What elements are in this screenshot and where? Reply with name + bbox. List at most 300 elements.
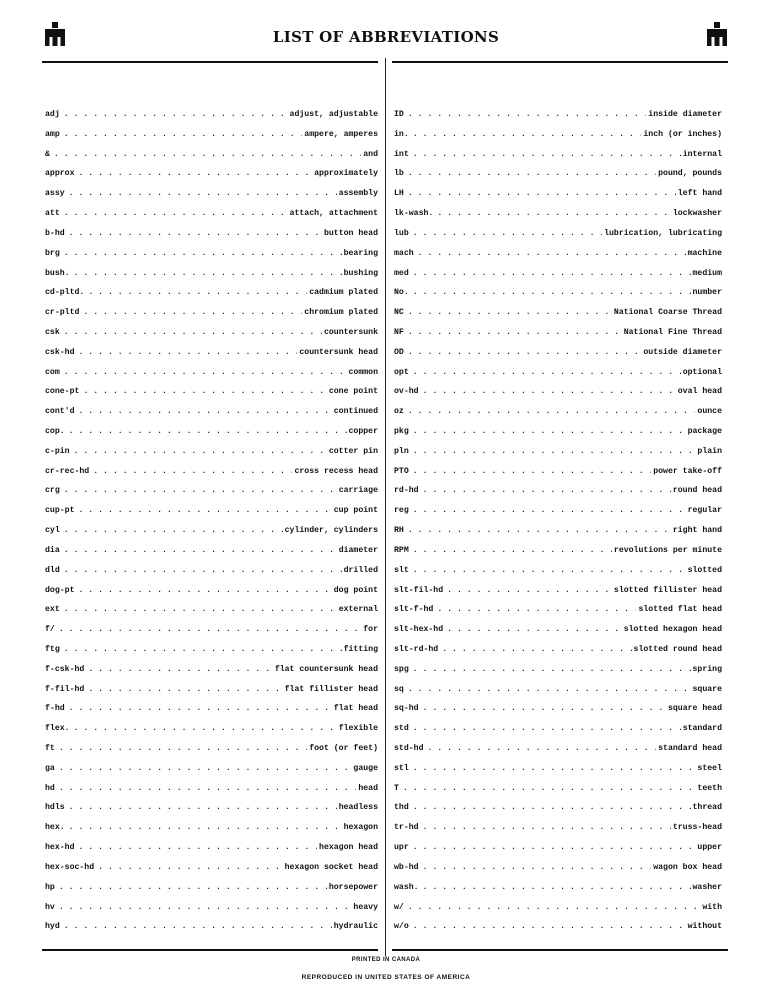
abbreviation-term: in. <box>394 129 409 139</box>
dot-leader <box>78 407 331 416</box>
dot-leader <box>64 526 283 535</box>
abbreviation-term: f-hd <box>45 704 65 714</box>
dot-leader <box>423 823 671 832</box>
abbreviation-meaning: plain <box>697 446 722 456</box>
abbreviation-meaning: teeth <box>697 783 722 793</box>
dot-leader <box>413 922 686 931</box>
abbreviation-term: csk-hd <box>45 347 75 357</box>
dot-leader <box>64 566 342 575</box>
dot-leader <box>437 209 671 218</box>
bottom-rule-right <box>392 949 728 951</box>
abbreviation-meaning: flat countersunk head <box>274 664 378 674</box>
abbreviation-meaning: left hand <box>677 189 722 199</box>
abbreviation-meaning: assembly <box>338 189 378 199</box>
dot-leader <box>88 288 307 297</box>
abbreviation-entry <box>394 229 722 249</box>
abbreviation-meaning: cone point <box>328 387 378 397</box>
printed-in-note: PRINTED IN CANADA <box>351 957 421 963</box>
abbreviation-term: wash. <box>394 882 419 892</box>
abbreviation-meaning: countersunk <box>323 327 378 337</box>
abbreviation-meaning: hydraulic <box>333 922 378 932</box>
abbreviation-entry <box>394 744 722 764</box>
abbreviation-term: lk-wash. <box>394 209 434 219</box>
bottom-rule-left <box>42 949 378 951</box>
abbreviation-entry <box>394 883 722 903</box>
abbreviation-term: reg <box>394 506 409 516</box>
dot-leader <box>413 269 691 278</box>
abbreviation-entry <box>45 288 378 308</box>
abbreviation-meaning: copper <box>348 427 378 436</box>
top-rule-left <box>42 61 378 63</box>
abbreviation-meaning: power take-off <box>653 466 722 476</box>
abbreviation-term: rd-hd <box>394 486 419 496</box>
abbreviation-entry <box>394 685 722 705</box>
abbreviation-entry <box>394 189 722 209</box>
dot-leader <box>93 467 292 476</box>
page-title: LIST OF ABBREVIATIONS <box>272 28 500 46</box>
abbreviation-entry <box>394 407 722 427</box>
dot-leader <box>64 922 332 931</box>
abbreviation-entry <box>45 427 378 447</box>
abbreviation-entry <box>394 328 722 348</box>
dot-leader <box>69 704 332 713</box>
abbreviation-meaning: dog point <box>333 585 378 595</box>
abbreviation-term: slt-fil-hd <box>394 585 444 595</box>
abbreviation-term: OD <box>394 347 404 357</box>
abbreviation-term: hex-soc-hd <box>45 862 95 872</box>
abbreviation-term: pkg <box>394 427 409 436</box>
abbreviation-term: med <box>394 268 409 278</box>
dot-leader <box>69 823 342 832</box>
abbreviation-term: spg <box>394 664 409 674</box>
abbreviation-entry <box>394 269 722 289</box>
dot-leader <box>413 288 691 297</box>
abbreviation-meaning: diameter <box>338 545 378 555</box>
abbreviation-meaning: lockwasher <box>672 209 722 219</box>
abbreviation-meaning: square <box>692 684 722 694</box>
abbreviation-entry <box>45 724 378 744</box>
abbreviation-entry <box>45 685 378 705</box>
dot-leader <box>59 883 327 892</box>
abbreviation-term: assy <box>45 189 65 199</box>
abbreviation-entry <box>45 348 378 368</box>
abbreviation-meaning: ampere, amperes <box>304 129 378 139</box>
abbreviation-term: cr-rec-hd <box>45 466 90 476</box>
dot-leader <box>74 269 342 278</box>
abbreviation-meaning: National Fine Thread <box>623 327 722 337</box>
abbreviation-entry <box>394 447 722 467</box>
abbreviation-meaning: right hand <box>672 526 722 536</box>
abbreviation-meaning: cotter pin <box>328 446 378 456</box>
dot-leader <box>69 229 322 238</box>
abbreviation-term: cr-pltd <box>45 308 80 318</box>
abbreviation-meaning: oval head <box>677 387 722 397</box>
abbreviation-term: oz <box>394 407 404 417</box>
abbreviation-meaning: horsepower <box>328 882 378 892</box>
abbreviation-meaning: upper <box>697 843 722 853</box>
abbreviation-meaning: for <box>363 625 378 635</box>
abbreviation-entry <box>394 308 722 328</box>
abbreviation-entry <box>394 348 722 368</box>
dot-leader <box>418 249 686 258</box>
abbreviation-meaning: head <box>358 783 378 793</box>
column-divider <box>385 58 386 956</box>
abbreviation-meaning: countersunk head <box>299 347 378 357</box>
abbreviation-term: slt-f-hd <box>394 605 434 615</box>
abbreviation-entry <box>45 209 378 229</box>
abbreviation-term: stl <box>394 763 409 773</box>
abbreviation-entry <box>394 605 722 625</box>
abbreviation-entry <box>394 665 722 685</box>
abbreviation-meaning: revolutions per minute <box>613 545 722 555</box>
dot-leader <box>408 526 671 535</box>
abbreviation-term: bush. <box>45 268 70 278</box>
abbreviation-entry <box>45 229 378 249</box>
dot-leader <box>408 407 696 416</box>
dot-leader <box>64 546 337 555</box>
abbreviation-meaning: hexagon head <box>319 843 378 853</box>
dot-leader <box>408 685 691 694</box>
abbreviation-meaning: flat head <box>333 704 378 714</box>
dot-leader <box>413 130 642 139</box>
abbreviation-entry <box>45 486 378 506</box>
abbreviation-entry <box>45 566 378 586</box>
abbreviation-entry <box>45 843 378 863</box>
abbreviation-term: T <box>394 783 399 793</box>
abbreviation-entry <box>45 823 378 843</box>
abbreviation-entry <box>394 863 722 883</box>
abbreviation-meaning: carriage <box>338 486 378 496</box>
dot-leader <box>64 368 347 377</box>
abbreviation-term: cone-pt <box>45 387 80 397</box>
abbreviation-entry <box>45 665 378 685</box>
dot-leader <box>408 328 622 337</box>
abbreviation-meaning: slotted hexagon head <box>623 625 722 635</box>
abbreviation-meaning: adjust, adjustable <box>289 110 378 119</box>
abbreviation-meaning: hexagon <box>343 823 378 833</box>
abbreviation-term: ft <box>45 744 55 753</box>
dot-leader <box>408 110 646 119</box>
abbreviation-meaning: fitting <box>343 644 378 654</box>
abbreviation-meaning: thread <box>692 803 722 813</box>
abbreviation-term: RH <box>394 526 404 536</box>
abbreviation-term: dog-pt <box>45 585 75 595</box>
abbreviation-term: int <box>394 149 409 159</box>
abbreviation-entry <box>45 803 378 823</box>
dot-leader <box>78 169 312 178</box>
abbreviation-meaning: drilled <box>343 565 378 575</box>
dot-leader <box>69 189 337 198</box>
dot-leader <box>447 625 622 634</box>
abbreviation-meaning: steel <box>697 763 722 773</box>
abbreviation-meaning: National Coarse Thread <box>613 308 722 318</box>
abbreviation-entry <box>394 586 722 606</box>
abbreviation-term: lb <box>394 169 404 179</box>
abbreviation-meaning: number <box>692 288 722 298</box>
abbreviation-meaning: heavy <box>353 902 378 912</box>
abbreviation-entry <box>45 189 378 209</box>
abbreviation-term: NC <box>394 308 404 318</box>
abbreviation-entry <box>45 922 378 942</box>
abbreviation-meaning: inside diameter <box>648 110 722 119</box>
ih-logo-icon <box>707 22 727 46</box>
abbreviation-term: dia <box>45 545 60 555</box>
abbreviation-meaning: foot (or feet) <box>309 744 378 753</box>
dot-leader <box>408 308 612 317</box>
dot-leader <box>408 903 701 912</box>
abbreviation-meaning: continued <box>333 407 378 417</box>
dot-leader <box>64 605 337 614</box>
dot-leader <box>64 209 288 218</box>
abbreviation-meaning: regular <box>687 506 722 516</box>
dot-leader <box>413 427 686 436</box>
abbreviation-meaning: internal <box>682 149 722 159</box>
abbreviation-meaning: headless <box>338 803 378 813</box>
abbreviation-term: PTO <box>394 466 409 476</box>
abbreviation-entry <box>394 427 722 447</box>
abbreviation-entry <box>394 546 722 566</box>
abbreviation-term: w/ <box>394 902 404 912</box>
abbreviation-term: wb-hd <box>394 862 419 872</box>
abbreviation-term: w/o <box>394 922 409 932</box>
abbreviation-entry <box>45 605 378 625</box>
abbreviation-term: cyl <box>45 526 60 536</box>
abbreviation-entry <box>394 288 722 308</box>
abbreviation-meaning: flexible <box>338 724 378 734</box>
abbreviation-meaning: outside diameter <box>643 347 722 357</box>
abbreviation-meaning: slotted round head <box>633 644 722 654</box>
abbreviation-entry <box>45 586 378 606</box>
abbreviation-entry <box>45 625 378 645</box>
abbreviation-entry <box>45 744 378 764</box>
abbreviation-meaning: round head <box>672 486 722 496</box>
abbreviation-term: ga <box>45 763 55 773</box>
abbreviation-term: crg <box>45 486 60 496</box>
abbreviation-term: f-fil-hd <box>45 684 85 694</box>
abbreviation-entry <box>45 467 378 487</box>
abbreviation-meaning: bearing <box>343 248 378 258</box>
abbreviation-term: hex-hd <box>45 843 75 853</box>
abbreviation-term: RPM <box>394 545 409 555</box>
abbreviation-meaning: chromium plated <box>304 308 378 318</box>
dot-leader <box>64 249 342 258</box>
dot-leader <box>423 387 676 396</box>
abbreviation-term: f/ <box>45 625 55 635</box>
dot-leader <box>59 784 357 793</box>
abbreviation-term: opt <box>394 367 409 377</box>
abbreviation-entry <box>394 803 722 823</box>
abbreviation-meaning: cadmium plated <box>309 288 378 298</box>
abbreviation-entry <box>45 506 378 526</box>
dot-leader <box>88 685 282 694</box>
abbreviation-entry <box>394 169 722 189</box>
dot-leader <box>413 724 681 733</box>
abbreviation-entry <box>45 110 378 130</box>
dot-leader <box>83 387 326 396</box>
abbreviation-entry <box>394 467 722 487</box>
dot-leader <box>64 328 322 337</box>
abbreviation-term: cd-pltd. <box>45 288 85 298</box>
abbreviation-term: std-hd <box>394 744 424 753</box>
abbreviation-term: cop. <box>45 427 65 436</box>
abbreviation-entry <box>394 110 722 130</box>
dot-leader <box>59 764 352 773</box>
dot-leader <box>78 348 297 357</box>
dot-leader <box>413 447 696 456</box>
abbreviation-entry <box>394 922 722 942</box>
dot-leader <box>427 744 656 753</box>
dot-leader <box>64 130 303 139</box>
abbreviation-entry <box>45 764 378 784</box>
abbreviations-right-column <box>394 110 722 942</box>
abbreviation-entry <box>45 269 378 289</box>
abbreviation-entry <box>45 903 378 923</box>
dot-leader <box>408 189 676 198</box>
dot-leader <box>413 803 691 812</box>
abbreviation-meaning: slotted <box>687 565 722 575</box>
abbreviation-term: thd <box>394 803 409 813</box>
abbreviation-term: csk <box>45 327 60 337</box>
abbreviation-entry <box>394 130 722 150</box>
abbreviation-term: b-hd <box>45 228 65 238</box>
abbreviation-entry <box>45 328 378 348</box>
dot-leader <box>83 308 302 317</box>
abbreviation-term: hex. <box>45 823 65 833</box>
abbreviation-entry <box>394 823 722 843</box>
abbreviation-meaning: bushing <box>343 268 378 278</box>
abbreviation-entry <box>45 883 378 903</box>
dot-leader <box>413 467 651 476</box>
dot-leader <box>413 150 681 159</box>
abbreviation-term: att <box>45 209 60 219</box>
abbreviation-entry <box>394 506 722 526</box>
dot-leader <box>413 229 602 238</box>
dot-leader <box>413 546 612 555</box>
abbreviation-term: cup-pt <box>45 506 75 516</box>
abbreviation-entry <box>394 724 722 744</box>
abbreviation-meaning: cross recess head <box>294 466 378 476</box>
abbreviation-entry <box>45 308 378 328</box>
abbreviation-meaning: gauge <box>353 763 378 773</box>
abbreviation-meaning: common <box>348 367 378 377</box>
dot-leader <box>423 704 666 713</box>
dot-leader <box>413 368 681 377</box>
abbreviation-entry <box>45 645 378 665</box>
dot-leader <box>64 486 337 495</box>
dot-leader <box>423 486 671 495</box>
abbreviation-entry <box>45 784 378 804</box>
abbreviation-entry <box>394 486 722 506</box>
abbreviation-meaning: slotted fillister head <box>613 585 722 595</box>
abbreviation-term: sq-hd <box>394 704 419 714</box>
abbreviation-term: hd <box>45 783 55 793</box>
abbreviation-meaning: with <box>702 902 722 912</box>
abbreviation-term: & <box>45 149 50 159</box>
abbreviation-term: ftg <box>45 644 60 654</box>
abbreviation-term: hp <box>45 882 55 892</box>
abbreviation-entry <box>45 169 378 189</box>
dot-leader <box>437 605 636 614</box>
abbreviation-meaning: approximately <box>314 169 378 179</box>
dot-leader <box>413 764 696 773</box>
abbreviation-entry <box>394 704 722 724</box>
abbreviation-term: hdls <box>45 803 65 813</box>
dot-leader <box>54 150 361 159</box>
abbreviation-meaning: spring <box>692 664 722 674</box>
top-rule-right <box>392 61 728 63</box>
dot-leader <box>88 665 273 674</box>
abbreviation-entry <box>45 526 378 546</box>
dot-leader <box>413 843 696 852</box>
abbreviation-meaning: machine <box>687 248 722 258</box>
abbreviation-entry <box>45 150 378 170</box>
abbreviation-entry <box>394 843 722 863</box>
dot-leader <box>98 863 283 872</box>
dot-leader <box>423 863 652 872</box>
dot-leader <box>64 645 342 654</box>
abbreviation-entry <box>394 209 722 229</box>
dot-leader <box>74 447 327 456</box>
abbreviation-term: tr-hd <box>394 823 419 833</box>
dot-leader <box>447 586 612 595</box>
abbreviation-meaning: without <box>687 922 722 932</box>
abbreviation-entry <box>394 387 722 407</box>
abbreviation-entry <box>394 249 722 269</box>
abbreviation-meaning: optional <box>682 367 722 377</box>
abbreviation-term: hyd <box>45 922 60 932</box>
abbreviation-meaning: washer <box>692 882 722 892</box>
abbreviation-meaning: slotted flat head <box>638 605 722 615</box>
abbreviation-meaning: ounce <box>697 407 722 417</box>
abbreviation-term: pln <box>394 446 409 456</box>
abbreviation-meaning: external <box>338 605 378 615</box>
dot-leader <box>64 110 288 119</box>
dot-leader <box>442 645 631 654</box>
abbreviation-meaning: cup point <box>333 506 378 516</box>
abbreviation-term: ov-hd <box>394 387 419 397</box>
abbreviation-meaning: pound, pounds <box>658 169 722 179</box>
abbreviation-meaning: hexagon socket head <box>284 862 378 872</box>
abbreviation-meaning: wagon box head <box>653 862 722 872</box>
abbreviation-term: hv <box>45 902 55 912</box>
abbreviation-term: std <box>394 724 409 734</box>
abbreviation-term: slt-hex-hd <box>394 625 444 635</box>
abbreviation-term: upr <box>394 843 409 853</box>
abbreviation-entry <box>394 526 722 546</box>
abbreviation-term: amp <box>45 129 60 139</box>
abbreviation-term: lub <box>394 228 409 238</box>
abbreviation-meaning: attach, attachment <box>289 209 378 219</box>
abbreviation-term: slt <box>394 565 409 575</box>
abbreviation-term: mach <box>394 248 414 258</box>
dot-leader <box>413 506 686 515</box>
abbreviation-term: sq <box>394 684 404 694</box>
abbreviation-entry <box>394 150 722 170</box>
abbreviation-entry <box>394 368 722 388</box>
abbreviation-term: cont'd <box>45 407 75 417</box>
abbreviation-term: com <box>45 367 60 377</box>
abbreviation-entry <box>45 249 378 269</box>
abbreviation-entry <box>45 863 378 883</box>
dot-leader <box>69 427 347 436</box>
abbreviation-meaning: inch (or inches) <box>643 129 722 139</box>
dot-leader <box>423 883 691 892</box>
abbreviation-meaning: medium <box>692 268 722 278</box>
abbreviation-term: slt-rd-hd <box>394 644 439 654</box>
abbreviation-entry <box>394 903 722 923</box>
abbreviation-term: brg <box>45 248 60 258</box>
dot-leader <box>78 843 317 852</box>
